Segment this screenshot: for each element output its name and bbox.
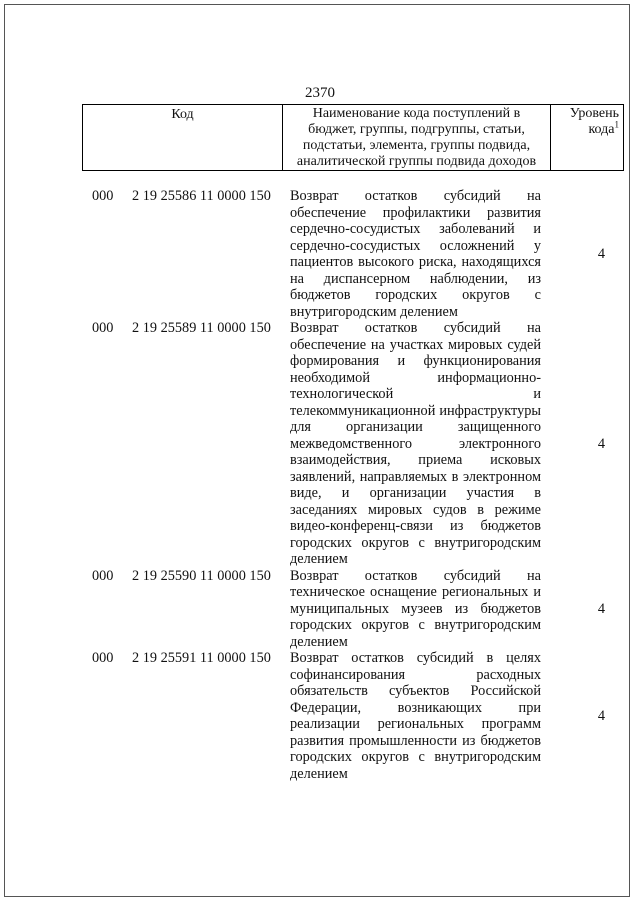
table-header — [82, 104, 624, 171]
code-list — [82, 188, 605, 782]
table-row — [82, 188, 605, 320]
row-name: Возврат остатков субсидий на обеспечение на участках мировых судей формирования и функционирования необходимой информационно-технологической и телекоммуникационной инфраструктуры для организации защищенного межведомственного электронного взаимодействия, приема исковых заявлений, направляемых в электронном виде, и организации участия в заседаниях мировых судов в режиме видео-конференц-связи из бюджетов городских округов с внутригородским делением — [290, 320, 541, 567]
row-level: 4 — [597, 600, 605, 617]
row-prefix: 000 — [92, 188, 114, 204]
row-code: 2 19 25590 11 0000 150 — [132, 567, 271, 584]
row-level: 4 — [597, 435, 605, 452]
row-name: Возврат остатков субсидий на обеспечение профилактики развития сердечно-сосудистых заболеваний и сердечно-сосудистых осложнений у пациентов высокого риска, находящихся на диспансерном наблюдении, из бюджетов городских округов с внутригородским делением — [290, 188, 541, 320]
row-name: Возврат остатков субсидий на техническое оснащение региональных и муниципальных музеев из бюджетов городских округов с внутригородским делением — [290, 567, 541, 650]
header-level-footnote: 1 — [614, 119, 619, 130]
table-row — [82, 650, 605, 782]
header-name: Наименование кода поступлений в бюджет, группы, подгруппы, статьи, подстатьи, элемента, группы подвида, аналитической группы подвида доходов — [283, 105, 551, 171]
row-code: 2 19 25591 11 0000 150 — [132, 650, 271, 666]
row-prefix: 000 — [92, 320, 114, 336]
row-prefix: 000 — [92, 650, 114, 666]
row-prefix: 000 — [92, 567, 114, 584]
row-level: 4 — [597, 707, 605, 724]
header-code: Код — [83, 105, 283, 171]
page-number: 2370 — [305, 85, 335, 101]
row-name: Возврат остатков субсидий в целях софинансирования расходных обязательств субъектов Российской Федерации, возникающих при реализации региональных программ развития промышленности из бюджетов городских округов с внутригородским делением — [290, 650, 541, 782]
row-level: 4 — [597, 245, 605, 262]
table-row — [82, 567, 605, 651]
row-code: 2 19 25586 11 0000 150 — [132, 188, 271, 204]
row-code: 2 19 25589 11 0000 150 — [132, 320, 271, 336]
header-level — [551, 105, 624, 171]
header-level-label: Уровень кода — [569, 106, 619, 137]
table-row — [82, 320, 605, 568]
